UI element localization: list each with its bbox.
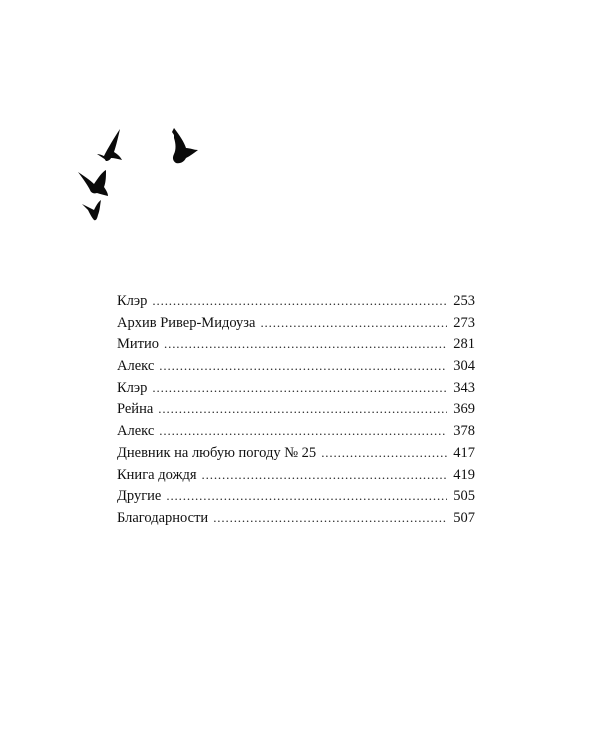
table-of-contents — [117, 290, 475, 529]
toc-entry-title: Митио — [117, 336, 159, 353]
bird-icon — [172, 128, 198, 163]
dot-leader — [152, 290, 447, 312]
bird-icon — [82, 200, 101, 220]
toc-entry — [117, 377, 475, 399]
dot-leader — [202, 464, 447, 486]
toc-entry-page: 281 — [453, 336, 475, 353]
flying-birds-icon — [70, 120, 210, 230]
dot-leader — [321, 442, 447, 464]
toc-entry-page: 304 — [453, 358, 475, 375]
toc-entry-page: 369 — [453, 401, 475, 418]
toc-entry-page: 378 — [453, 423, 475, 440]
dot-leader — [159, 355, 447, 377]
toc-entry-title: Благодарности — [117, 509, 209, 526]
toc-entry — [117, 355, 475, 377]
toc-entry — [117, 398, 475, 420]
toc-entry-page: 419 — [453, 466, 475, 483]
bird-icon — [97, 129, 122, 161]
toc-entry-title: Алекс — [117, 423, 155, 440]
toc-entry-title: Клэр — [117, 293, 148, 309]
toc-entry — [117, 312, 475, 334]
toc-entry — [117, 420, 475, 442]
toc-entry-title: Дневник на любую погоду № 25 — [117, 444, 317, 461]
toc-entry-title: Алекс — [117, 358, 155, 375]
toc-entry-page: 507 — [453, 509, 475, 526]
toc-entry-page: 343 — [453, 379, 475, 396]
dot-leader — [158, 398, 447, 420]
toc-entry — [117, 507, 475, 529]
toc-entry-title: Архив Ривер-Мидоуза — [117, 314, 256, 331]
bird-icon — [78, 170, 108, 196]
dot-leader — [159, 420, 447, 442]
dot-leader — [152, 377, 447, 399]
dot-leader — [164, 333, 447, 355]
toc-entry — [117, 464, 475, 486]
toc-entry-page: 273 — [453, 314, 475, 331]
toc-entry-title: Другие — [117, 488, 162, 505]
dot-leader — [213, 507, 447, 529]
toc-entry-page: 417 — [453, 444, 475, 461]
dot-leader — [260, 312, 447, 334]
toc-entry-page: 253 — [453, 293, 475, 309]
toc-entry — [117, 442, 475, 464]
toc-entry — [117, 333, 475, 355]
toc-entry-page: 505 — [453, 488, 475, 505]
toc-entry — [117, 290, 475, 312]
toc-entry-title: Клэр — [117, 379, 148, 396]
toc-entry-title: Рейна — [117, 401, 154, 418]
dot-leader — [166, 485, 447, 507]
toc-entry — [117, 485, 475, 507]
toc-entry-title: Книга дождя — [117, 466, 197, 483]
